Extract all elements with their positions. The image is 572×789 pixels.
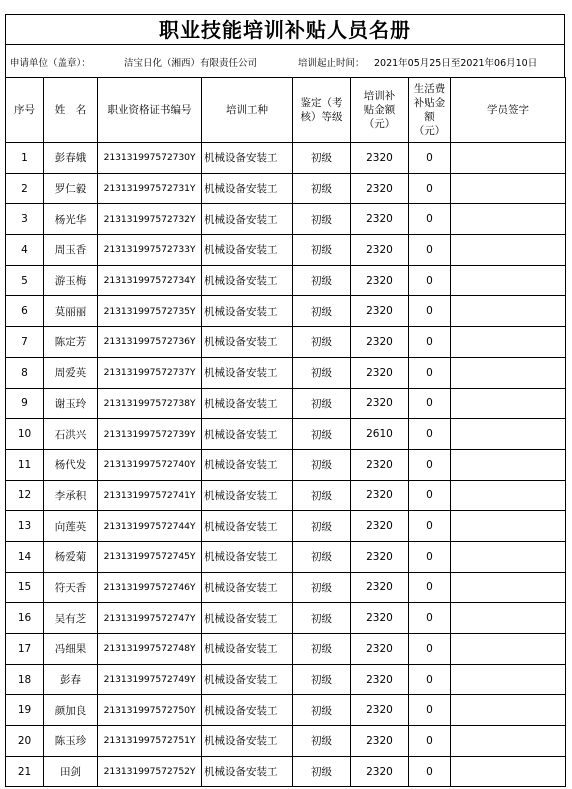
row-living-subsidy: 0	[409, 756, 451, 787]
row-level: 初级	[293, 204, 351, 235]
row-training-subsidy: 2320	[351, 634, 409, 665]
row-index: 8	[6, 357, 44, 388]
table-row	[6, 235, 566, 266]
row-index: 12	[6, 480, 44, 511]
row-living-subsidy: 0	[409, 664, 451, 695]
row-cert-number: 213131997572749Y	[98, 664, 202, 695]
row-index: 16	[6, 603, 44, 634]
row-level: 初级	[293, 143, 351, 174]
row-trade: 机械设备安装工	[202, 603, 293, 634]
row-living-subsidy: 0	[409, 511, 451, 542]
row-name: 谢玉玲	[44, 388, 98, 419]
row-signature	[451, 541, 566, 572]
row-level: 初级	[293, 357, 351, 388]
row-living-subsidy: 0	[409, 419, 451, 450]
row-cert-number: 213131997572738Y	[98, 388, 202, 419]
row-signature	[451, 449, 566, 480]
row-index: 3	[6, 204, 44, 235]
row-living-subsidy: 0	[409, 173, 451, 204]
row-signature	[451, 204, 566, 235]
table-row	[6, 419, 566, 450]
row-signature	[451, 173, 566, 204]
row-training-subsidy: 2320	[351, 572, 409, 603]
row-living-subsidy: 0	[409, 143, 451, 174]
row-level: 初级	[293, 327, 351, 358]
row-signature	[451, 388, 566, 419]
row-cert-number: 213131997572751Y	[98, 726, 202, 757]
row-index: 5	[6, 265, 44, 296]
row-level: 初级	[293, 634, 351, 665]
row-trade: 机械设备安装工	[202, 695, 293, 726]
row-training-subsidy: 2320	[351, 388, 409, 419]
roster-table	[5, 77, 566, 787]
row-signature	[451, 143, 566, 174]
table-row	[6, 511, 566, 542]
row-trade: 机械设备安装工	[202, 173, 293, 204]
row-name: 李承积	[44, 480, 98, 511]
period-value: 2021年05月25日至2021年06月10日	[374, 58, 538, 69]
row-cert-number: 213131997572734Y	[98, 265, 202, 296]
title-row	[5, 14, 565, 44]
row-living-subsidy: 0	[409, 572, 451, 603]
row-signature	[451, 235, 566, 266]
row-cert-number: 213131997572731Y	[98, 173, 202, 204]
row-trade: 机械设备安装工	[202, 726, 293, 757]
table-row	[6, 265, 566, 296]
row-signature	[451, 327, 566, 358]
row-index: 6	[6, 296, 44, 327]
table-row	[6, 388, 566, 419]
row-name: 彭春	[44, 664, 98, 695]
row-training-subsidy: 2320	[351, 603, 409, 634]
table-row	[6, 204, 566, 235]
row-name: 田剑	[44, 756, 98, 787]
table-row	[6, 357, 566, 388]
row-index: 18	[6, 664, 44, 695]
row-trade: 机械设备安装工	[202, 511, 293, 542]
row-level: 初级	[293, 480, 351, 511]
row-trade: 机械设备安装工	[202, 756, 293, 787]
row-signature	[451, 480, 566, 511]
table-row	[6, 327, 566, 358]
table-header-row	[6, 78, 566, 143]
table-row	[6, 173, 566, 204]
row-training-subsidy: 2320	[351, 664, 409, 695]
row-trade: 机械设备安装工	[202, 235, 293, 266]
row-cert-number: 213131997572745Y	[98, 541, 202, 572]
row-training-subsidy: 2320	[351, 204, 409, 235]
row-cert-number: 213131997572730Y	[98, 143, 202, 174]
row-index: 17	[6, 634, 44, 665]
header-index: 序号	[6, 78, 44, 143]
row-trade: 机械设备安装工	[202, 419, 293, 450]
table-row	[6, 449, 566, 480]
row-cert-number: 213131997572740Y	[98, 449, 202, 480]
row-living-subsidy: 0	[409, 634, 451, 665]
info-row	[5, 44, 565, 77]
row-name: 向莲英	[44, 511, 98, 542]
row-index: 21	[6, 756, 44, 787]
row-trade: 机械设备安装工	[202, 357, 293, 388]
row-training-subsidy: 2320	[351, 511, 409, 542]
row-trade: 机械设备安装工	[202, 204, 293, 235]
row-living-subsidy: 0	[409, 265, 451, 296]
row-name: 游玉梅	[44, 265, 98, 296]
row-living-subsidy: 0	[409, 726, 451, 757]
row-cert-number: 213131997572741Y	[98, 480, 202, 511]
row-level: 初级	[293, 296, 351, 327]
table-row	[6, 756, 566, 787]
row-living-subsidy: 0	[409, 327, 451, 358]
row-level: 初级	[293, 449, 351, 480]
row-index: 20	[6, 726, 44, 757]
row-signature	[451, 664, 566, 695]
row-name: 石洪兴	[44, 419, 98, 450]
row-name: 周爱英	[44, 357, 98, 388]
row-level: 初级	[293, 572, 351, 603]
row-signature	[451, 603, 566, 634]
row-training-subsidy: 2320	[351, 173, 409, 204]
row-index: 15	[6, 572, 44, 603]
row-living-subsidy: 0	[409, 603, 451, 634]
row-cert-number: 213131997572746Y	[98, 572, 202, 603]
row-name: 颜加良	[44, 695, 98, 726]
row-training-subsidy: 2320	[351, 541, 409, 572]
row-level: 初级	[293, 511, 351, 542]
row-training-subsidy: 2320	[351, 265, 409, 296]
table-row	[6, 634, 566, 665]
row-trade: 机械设备安装工	[202, 634, 293, 665]
row-level: 初级	[293, 388, 351, 419]
table-row	[6, 143, 566, 174]
row-index: 19	[6, 695, 44, 726]
page-title: 职业技能培训补贴人员名册	[159, 18, 411, 42]
row-name: 杨光华	[44, 204, 98, 235]
header-training-subsidy: 培训补贴金额（元）	[351, 78, 409, 143]
row-training-subsidy: 2320	[351, 143, 409, 174]
row-name: 莫丽丽	[44, 296, 98, 327]
table-row	[6, 603, 566, 634]
header-cert-number: 职业资格证书编号	[98, 78, 202, 143]
row-signature	[451, 265, 566, 296]
row-name: 罗仁毅	[44, 173, 98, 204]
row-trade: 机械设备安装工	[202, 480, 293, 511]
row-trade: 机械设备安装工	[202, 265, 293, 296]
row-trade: 机械设备安装工	[202, 572, 293, 603]
row-signature	[451, 511, 566, 542]
row-name: 彭春娥	[44, 143, 98, 174]
row-level: 初级	[293, 756, 351, 787]
row-name: 杨爱菊	[44, 541, 98, 572]
row-training-subsidy: 2320	[351, 357, 409, 388]
row-index: 9	[6, 388, 44, 419]
row-index: 1	[6, 143, 44, 174]
row-cert-number: 213131997572732Y	[98, 204, 202, 235]
table-row	[6, 695, 566, 726]
table-row	[6, 541, 566, 572]
header-name: 姓 名	[44, 78, 98, 143]
row-signature	[451, 695, 566, 726]
row-level: 初级	[293, 173, 351, 204]
row-living-subsidy: 0	[409, 695, 451, 726]
row-cert-number: 213131997572737Y	[98, 357, 202, 388]
row-index: 11	[6, 449, 44, 480]
row-index: 13	[6, 511, 44, 542]
row-name: 吴有芝	[44, 603, 98, 634]
row-living-subsidy: 0	[409, 449, 451, 480]
row-level: 初级	[293, 235, 351, 266]
header-trade: 培训工种	[202, 78, 293, 143]
row-living-subsidy: 0	[409, 235, 451, 266]
row-trade: 机械设备安装工	[202, 449, 293, 480]
row-signature	[451, 296, 566, 327]
row-training-subsidy: 2320	[351, 327, 409, 358]
row-name: 陈定芳	[44, 327, 98, 358]
row-signature	[451, 756, 566, 787]
row-signature	[451, 634, 566, 665]
row-living-subsidy: 0	[409, 541, 451, 572]
row-training-subsidy: 2320	[351, 235, 409, 266]
row-cert-number: 213131997572739Y	[98, 419, 202, 450]
row-level: 初级	[293, 695, 351, 726]
row-trade: 机械设备安装工	[202, 296, 293, 327]
row-level: 初级	[293, 664, 351, 695]
row-signature	[451, 726, 566, 757]
row-living-subsidy: 0	[409, 204, 451, 235]
row-living-subsidy: 0	[409, 388, 451, 419]
row-name: 冯细果	[44, 634, 98, 665]
row-index: 10	[6, 419, 44, 450]
row-living-subsidy: 0	[409, 357, 451, 388]
table-row	[6, 726, 566, 757]
row-level: 初级	[293, 541, 351, 572]
row-index: 4	[6, 235, 44, 266]
row-name: 符天香	[44, 572, 98, 603]
row-training-subsidy: 2610	[351, 419, 409, 450]
row-index: 7	[6, 327, 44, 358]
header-level: 鉴定（考核）等级	[293, 78, 351, 143]
row-cert-number: 213131997572752Y	[98, 756, 202, 787]
row-training-subsidy: 2320	[351, 480, 409, 511]
row-index: 14	[6, 541, 44, 572]
row-signature	[451, 419, 566, 450]
row-cert-number: 213131997572744Y	[98, 511, 202, 542]
row-cert-number: 213131997572735Y	[98, 296, 202, 327]
row-trade: 机械设备安装工	[202, 143, 293, 174]
row-training-subsidy: 2320	[351, 449, 409, 480]
row-level: 初级	[293, 603, 351, 634]
row-cert-number: 213131997572747Y	[98, 603, 202, 634]
applicant-label: 申请单位（盖章）：	[10, 58, 91, 69]
row-level: 初级	[293, 419, 351, 450]
row-trade: 机械设备安装工	[202, 664, 293, 695]
applicant-value: 洁宝日化（湘西）有限责任公司	[124, 58, 258, 69]
row-name: 陈玉珍	[44, 726, 98, 757]
row-level: 初级	[293, 265, 351, 296]
row-index: 2	[6, 173, 44, 204]
row-living-subsidy: 0	[409, 296, 451, 327]
row-name: 周玉香	[44, 235, 98, 266]
row-signature	[451, 572, 566, 603]
table-row	[6, 572, 566, 603]
table-row	[6, 664, 566, 695]
table-row	[6, 296, 566, 327]
header-signature: 学员签字	[451, 78, 566, 143]
row-level: 初级	[293, 726, 351, 757]
row-training-subsidy: 2320	[351, 756, 409, 787]
table-row	[6, 480, 566, 511]
row-trade: 机械设备安装工	[202, 388, 293, 419]
row-trade: 机械设备安装工	[202, 327, 293, 358]
period-label: 培训起止时间：	[298, 58, 365, 69]
row-training-subsidy: 2320	[351, 296, 409, 327]
row-trade: 机械设备安装工	[202, 541, 293, 572]
row-cert-number: 213131997572736Y	[98, 327, 202, 358]
row-cert-number: 213131997572748Y	[98, 634, 202, 665]
row-name: 杨代发	[44, 449, 98, 480]
row-signature	[451, 357, 566, 388]
row-training-subsidy: 2320	[351, 726, 409, 757]
row-living-subsidy: 0	[409, 480, 451, 511]
row-training-subsidy: 2320	[351, 695, 409, 726]
row-cert-number: 213131997572750Y	[98, 695, 202, 726]
header-living-subsidy: 生活费补贴金额（元）	[409, 78, 451, 143]
row-cert-number: 213131997572733Y	[98, 235, 202, 266]
